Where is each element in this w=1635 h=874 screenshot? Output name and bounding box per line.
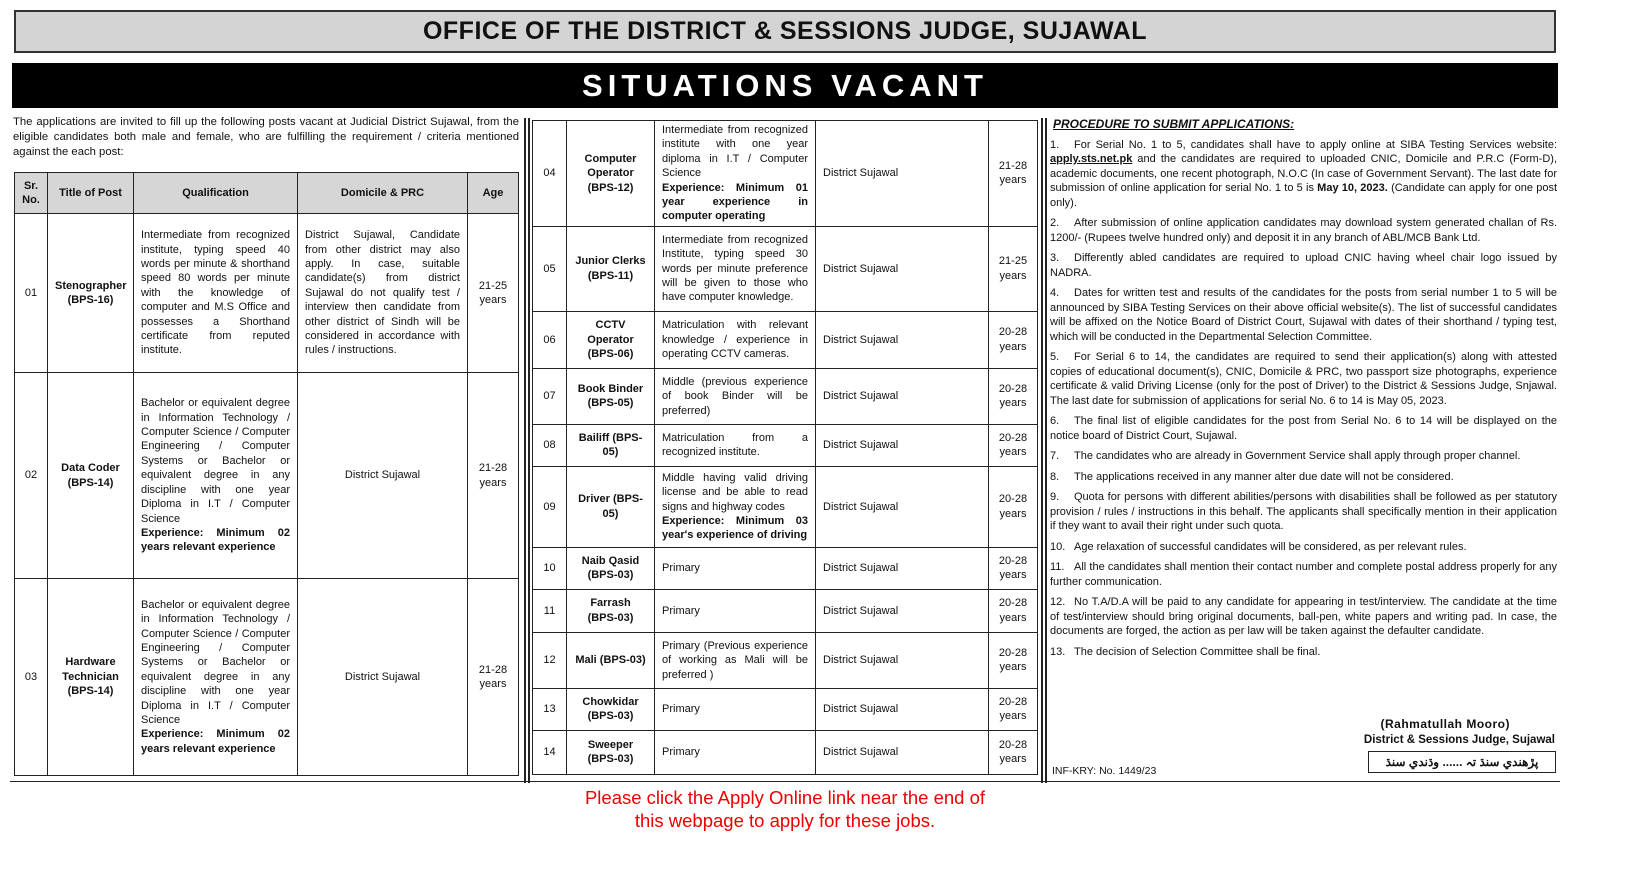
domicile-cell: District Sujawal [816,424,989,466]
procedure-section [1050,117,1557,665]
qualification-cell [655,311,816,368]
table-row [15,579,519,776]
vacancy-table-right [532,120,1038,775]
item-number: 4. [1050,287,1060,299]
header-sr: Sr. No. [15,173,48,214]
procedure-item [1050,138,1557,211]
procedure-item [1050,216,1557,245]
item-text: All the candidates shall mention their contact number and complete postal address properly for any further communication. [1050,561,1557,588]
qualification-text: Intermediate from recognized Institute, typing speed 30 words per minute preference will be given to those who have computer knowledge. [662,233,808,304]
domicile-cell: District Sujawal [816,688,989,730]
qualification-text: Matriculation with relevant knowledge / experience in operating CCTV cameras. [662,319,808,361]
item-text: Differently abled candidates are required to upload CNIC having wheel chair logo issued by NADRA. [1050,252,1557,279]
item-text: For Serial 6 to 14, the candidates are required to send their application(s) along with attested copies of educational document(s), CNIC, Domicile & PRC, two passport size photographs, experience certificate & valid Driving License (only for the post of Driver) to the District & Sessions Judge, Snjawal. The last date for submission of applications for serial No. 6 to 14 is May 05, 2023. [1050,351,1557,407]
age-cell: 20-28 years [989,688,1038,730]
sr-number: 05 [533,226,567,311]
qualification-cell [655,688,816,730]
apply-link[interactable]: apply.sts.net.pk [1050,153,1133,165]
header-qualification: Qualification [134,173,298,214]
domicile-cell: District Sujawal [816,589,989,632]
age-cell: 20-28 years [989,547,1038,589]
age-cell: 20-28 years [989,632,1038,688]
qualification-text: Primary [662,746,700,759]
table-row [533,368,1038,424]
qualification-cell [655,121,816,227]
table-row [533,226,1038,311]
domicile-cell: District Sujawal [816,632,989,688]
qualification-text: Primary [662,604,700,617]
item-text: The applications received in any manner alter due date will not be considered. [1074,470,1454,483]
experience-requirement: Experience: Minimum 01 year experience in computer operating [662,181,808,223]
notice-line-1: Please click the Apply Online link near the end of [584,787,986,808]
qualification-cell [655,730,816,774]
qualification-text: Primary (Previous experience of working as Mali will be preferred ) [662,639,808,681]
item-number: 10. [1050,540,1066,553]
age-cell: 20-28 years [989,368,1038,424]
item-text: No T.A/D.A will be paid to any candidate for appearing in test/interview. The candidate at the time of test/interview should bring original documents, ball-pen, white papers and writing pad. In case, the documents are forged, the action as per law will be taken against the defaulter candidate. [1050,596,1557,637]
qualification-text: Bachelor or equivalent degree in Information Technology / Computer Science / Computer Engineering / Computer Systems or Bachelor or equivalent degree in any discipline with one year Diploma in I.T / Computer Science [141,598,290,727]
item-number: 8. [1050,470,1060,483]
qualification-cell [655,632,816,688]
sr-number: 12 [533,632,567,688]
item-number: 6. [1050,415,1060,427]
sindhi-slogan: پڙهندي سنڌ تہ ...... وڌندي سنڌ [1368,751,1556,773]
header-title: Title of Post [48,173,134,214]
notice-line-2: this webpage to apply for these jobs. [634,810,936,831]
sr-number: 13 [533,688,567,730]
sr-number: 14 [533,730,567,774]
post-title: Hardware Technician (BPS-14) [48,579,134,776]
procedure-item [1050,350,1557,408]
procedure-title: PROCEDURE TO SUBMIT APPLICATIONS: [1053,117,1295,131]
post-title: Mali (BPS-03) [567,632,655,688]
header-age: Age [468,173,519,214]
qualification-cell [134,579,298,776]
procedure-item [1050,470,1557,485]
domicile-cell: District Sujawal [298,579,468,776]
procedure-item [1050,645,1557,660]
office-title: OFFICE OF THE DISTRICT & SESSIONS JUDGE, SUJAWAL [14,10,1556,53]
header-domicile: Domicile & PRC [298,173,468,214]
age-cell: 20-28 years [989,589,1038,632]
procedure-item [1050,251,1557,280]
sr-number: 11 [533,589,567,632]
post-title: Farrash (BPS-03) [567,589,655,632]
qualification-cell [655,368,816,424]
qualification-text: Primary [662,562,700,575]
sr-number: 03 [15,579,48,776]
experience-requirement: Experience: Minimum 02 years relevant experience [141,728,290,755]
item-text: Dates for written test and results of the candidates for the posts from serial number 1 to 5 will be announced by SIBA Testing Services on their above official website(s). The list of successful candidates will be affixed on the Notice Board of District Court, Sujawal with dates of their shorthand / typing test, which will be conducted in the Departmental Selection Committee. [1050,287,1557,343]
item-number: 2. [1050,217,1060,229]
signature-block [1300,716,1555,748]
sr-number: 02 [15,373,48,579]
experience-requirement: Experience: Minimum 03 year's experience of driving [662,515,808,542]
item-number: 12. [1050,596,1066,608]
table-row [533,589,1038,632]
item-number: 11. [1050,561,1065,573]
item-text: (Candidate can apply for one post only). [1050,182,1557,209]
procedure-item [1050,490,1557,534]
sr-number: 04 [533,121,567,227]
qualification-cell [134,373,298,579]
signatory-designation: District & Sessions Judge, Sujawal [1363,734,1555,746]
table-row [533,424,1038,466]
item-number: 5. [1050,351,1060,363]
item-text: The candidates who are already in Government Service shall apply through proper channel. [1074,450,1521,462]
domicile-cell: District Sujawal [816,226,989,311]
column-divider [1041,118,1043,783]
sr-number: 07 [533,368,567,424]
qualification-cell [655,466,816,547]
domicile-cell: District Sujawal [298,373,468,579]
post-title: Computer Operator (BPS-12) [567,121,655,227]
signatory-name: (Rahmatullah Mooro) [1380,717,1510,731]
table-row [533,632,1038,688]
procedure-item [1050,414,1557,443]
item-text: After submission of online application candidates may download system generated challan of Rs. 1200/- (Rupees twelve hundred only) and deposit it in any branch of ABL/MCB Bank Ltd. [1050,217,1557,244]
qualification-cell [655,226,816,311]
domicile-cell: District Sujawal [816,368,989,424]
qualification-text: Intermediate from recognized institute, typing speed 40 words per minute & shorthand speed 80 words per minute with the knowledge of computer and M.S Office and possesses a Shorthand certificate from reputed institute. [141,229,290,357]
vacancy-table-left [14,172,519,776]
post-title: Stenographer (BPS-16) [48,214,134,373]
sr-number: 09 [533,466,567,547]
item-number: 1. [1050,138,1060,151]
qualification-text: Primary [662,703,700,716]
procedure-item [1050,449,1557,464]
item-text: For Serial No. 1 to 5, candidates shall have to apply online at SIBA Testing Services website: [1074,138,1557,151]
post-title: Book Binder (BPS-05) [567,368,655,424]
domicile-cell: District Sujawal [816,547,989,589]
domicile-cell: District Sujawal, Candidate from other district may also apply. In case, suitable candidate(s) from district Sujawal do not qualify test / interview then candidate from other district of Sindh will be considered in accordance with rules / instructions. [298,214,468,373]
item-text: Age relaxation of successful candidates will be considered, as per relevant rules. [1074,540,1467,553]
table-row [533,466,1038,547]
item-text: and the candidates are required to uploaded CNIC, Domicile and P.R.C (Form-D), academic documents, one recent photograph, N.O.C (In case of Government Servant). The last date for submission of online application for serial No. 1 to 5 is [1050,153,1557,194]
last-date: May 10, 2023. [1317,182,1388,194]
procedure-item [1050,595,1557,639]
item-text: The final list of eligible candidates for the post from Serial No. 6 to 14 will be displayed on the notice board of District Court, Sujawal. [1050,415,1557,442]
qualification-text: Middle having valid driving license and be able to read signs and highway codes [662,471,808,513]
qualification-cell [655,424,816,466]
post-title: Data Coder (BPS-14) [48,373,134,579]
table-row [533,121,1038,227]
post-title: Bailiff (BPS-05) [567,424,655,466]
post-title: Chowkidar (BPS-03) [567,688,655,730]
table-row [15,214,519,373]
table-row [533,311,1038,368]
qualification-text: Middle (previous experience of book Binder will be preferred) [662,375,808,417]
post-title: Naib Qasid (BPS-03) [567,547,655,589]
intro-text: The applications are invited to fill up the following posts vacant at Judicial District Sujawal, from the eligible candidates both male and female, who are fulfilling the requirement / criteria mentioned against the each post: [13,116,519,158]
sr-number: 01 [15,214,48,373]
procedure-item [1050,540,1557,555]
item-text: The decision of Selection Committee shall be final. [1074,645,1321,658]
table-row [533,730,1038,774]
table-row [533,547,1038,589]
age-cell: 21-28 years [468,373,519,579]
domicile-cell: District Sujawal [816,121,989,227]
item-number: 9. [1050,491,1060,503]
item-number: 3. [1050,252,1060,264]
item-number: 7. [1050,450,1060,462]
post-title: Sweeper (BPS-03) [567,730,655,774]
table-header-row [15,173,519,214]
apply-online-notice [480,786,1090,832]
age-cell: 20-28 years [989,311,1038,368]
item-text: Quota for persons with different abilities/persons with disabilities shall be followed as per statutory provision / rules / instructions in this behalf. The applicants shall specifically mention in their application if they want to avail their right under such quota. [1050,491,1557,532]
domicile-cell: District Sujawal [816,311,989,368]
sr-number: 08 [533,424,567,466]
procedure-item [1050,286,1557,344]
age-cell: 20-28 years [989,466,1038,547]
age-cell: 21-25 years [989,226,1038,311]
post-title: Junior Clerks (BPS-11) [567,226,655,311]
table-row [15,373,519,579]
sr-number: 06 [533,311,567,368]
domicile-cell: District Sujawal [816,466,989,547]
qualification-cell [655,589,816,632]
inf-reference: INF-KRY: No. 1449/23 [1052,765,1157,777]
qualification-text: Bachelor or equivalent degree in Information Technology / Computer Science / Computer Engineering / Computer Systems or Bachelor or equivalent degree in any discipline with one year Diploma in I.T / Computer Science [141,397,290,525]
qualification-text: Matriculation from a recognized institute. [662,431,808,459]
post-title: CCTV Operator (BPS-06) [567,311,655,368]
experience-requirement: Experience: Minimum 02 years relevant experience [141,526,290,554]
column-divider [528,118,530,783]
age-cell: 21-25 years [468,214,519,373]
procedure-item [1050,560,1557,589]
qualification-text: Intermediate from recognized institute with one year diploma in I.T / Computer Science [662,124,808,180]
qualification-cell [655,547,816,589]
age-cell: 21-28 years [989,121,1038,227]
qualification-cell [134,214,298,373]
age-cell: 20-28 years [989,730,1038,774]
sr-number: 10 [533,547,567,589]
domicile-cell: District Sujawal [816,730,989,774]
table-row [533,688,1038,730]
item-number: 13. [1050,645,1066,658]
column-divider [1045,118,1047,783]
post-title: Driver (BPS-05) [567,466,655,547]
column-divider [524,118,526,783]
situations-vacant-banner: SITUATIONS VACANT [12,63,1558,108]
age-cell: 21-28 years [468,579,519,776]
age-cell: 20-28 years [989,424,1038,466]
